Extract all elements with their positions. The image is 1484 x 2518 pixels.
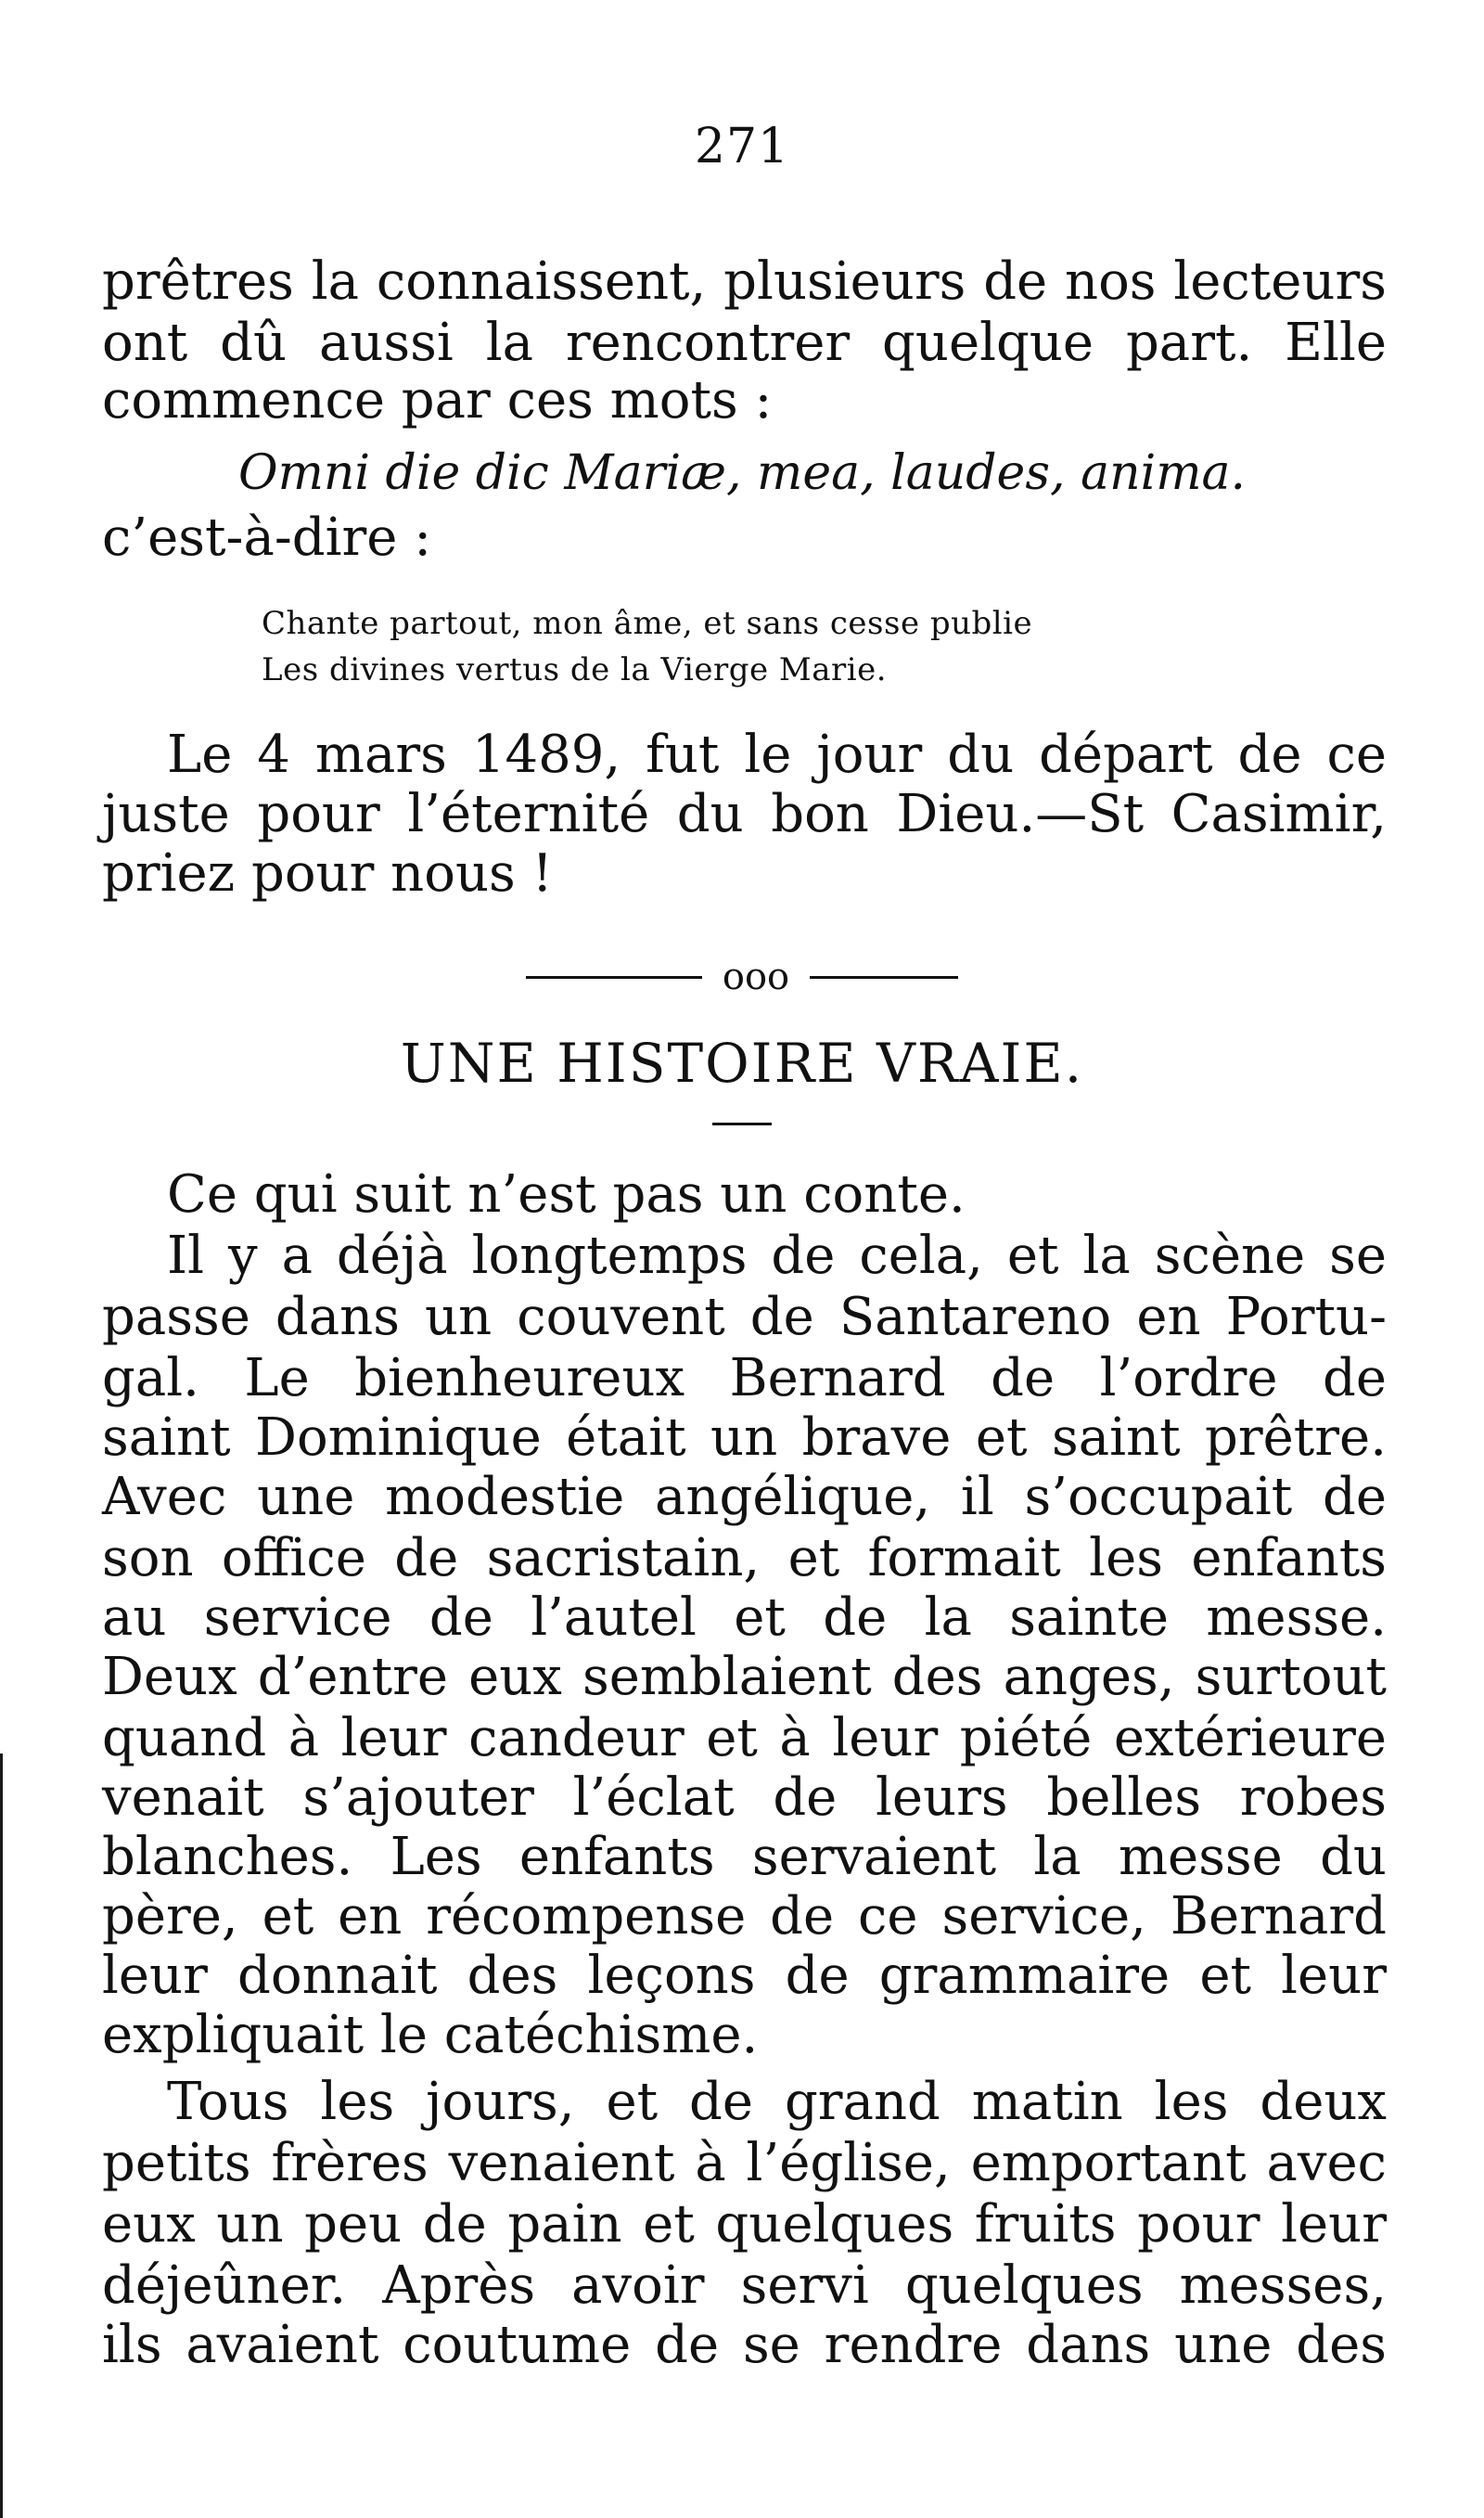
casimir-line-2: juste pour l’éternité du bon Dieu.—St Casimir, xyxy=(102,784,1387,844)
article-paragraph-3-line-1: Tous les jours, et de grand matin les deux xyxy=(167,2072,1387,2132)
cest-a-dire-label: c’est-à-dire : xyxy=(102,507,432,568)
poem-line-2: Les divines vertus de la Vierge Marie. xyxy=(262,651,888,688)
article-paragraph-3-line-3: eux un peu de pain et quelques fruits pour leur xyxy=(102,2194,1387,2255)
article-paragraph-2-line-12: père, et en récompense de ce service, Bernard xyxy=(102,1886,1387,1946)
intro-line-2: ont dû aussi la rencontrer quelque part. Elle xyxy=(102,313,1387,373)
article-paragraph-2-line-13: leur donnait des leçons de grammaire et leur xyxy=(102,1946,1387,2006)
article-paragraph-2-line-5: Avec une modestie angélique, il s’occupait de xyxy=(102,1467,1387,1527)
article-paragraph-3-line-5: ils avaient coutume de se rendre dans une des xyxy=(102,2315,1387,2375)
article-paragraph-2-line-8: Deux d’entre eux semblaient des anges, surtout xyxy=(102,1647,1387,1707)
intro-line-1: prêtres la connaissent, plusieurs de nos lecteurs xyxy=(102,251,1387,312)
poem-line-1: Chante partout, mon âme, et sans cesse publie xyxy=(262,605,1033,642)
article-paragraph-2-line-3: gal. Le bienheureux Bernard de l’ordre de xyxy=(102,1348,1387,1408)
latin-quote: Omni die dic Mariæ, mea, laudes, anima. xyxy=(237,445,1247,501)
article-title: UNE HISTOIRE VRAIE. xyxy=(400,1032,1084,1095)
article-paragraph-1-line-1: Ce qui suit n’est pas un conte. xyxy=(167,1164,966,1225)
article-paragraph-2-line-14: expliquait le catéchisme. xyxy=(102,2005,759,2065)
separator-rule-left xyxy=(526,976,702,979)
casimir-line-3: priez pour nous ! xyxy=(102,843,554,904)
section-separator xyxy=(0,956,1484,998)
article-paragraph-2-line-10: venait s’ajouter l’éclat de leurs belles robes xyxy=(102,1767,1387,1828)
article-paragraph-2-line-7: au service de l’autel et de la sainte messe. xyxy=(102,1587,1387,1648)
title-underline-rule xyxy=(712,1123,772,1125)
article-paragraph-2-line-9: quand à leur candeur et à leur piété extérieure xyxy=(102,1708,1387,1768)
article-paragraph-2-line-6: son office de sacristain, et formait les enfants xyxy=(102,1528,1387,1588)
article-paragraph-2-line-4: saint Dominique était un brave et saint prêtre. xyxy=(102,1407,1387,1468)
casimir-line-1: Le 4 mars 1489, fut le jour du départ de ce xyxy=(167,725,1387,785)
article-paragraph-3-line-2: petits frères venaient à l’église, emportant avec xyxy=(102,2133,1387,2193)
article-paragraph-3-line-4: déjeûner. Après avoir servi quelques messes, xyxy=(102,2255,1387,2316)
page-number: 271 xyxy=(694,119,790,174)
separator-rule-right xyxy=(810,976,958,979)
article-paragraph-2-line-11: blanches. Les enfants servaient la messe du xyxy=(102,1827,1387,1887)
article-paragraph-2-line-2: passe dans un couvent de Santareno en Portu- xyxy=(102,1287,1387,1347)
intro-line-3: commence par ces mots : xyxy=(102,370,773,430)
separator-mark: ooo xyxy=(722,956,790,998)
left-margin-rule xyxy=(0,1754,3,2518)
article-paragraph-2-line-1: Il y a déjà longtemps de cela, et la scène se xyxy=(167,1226,1387,1286)
